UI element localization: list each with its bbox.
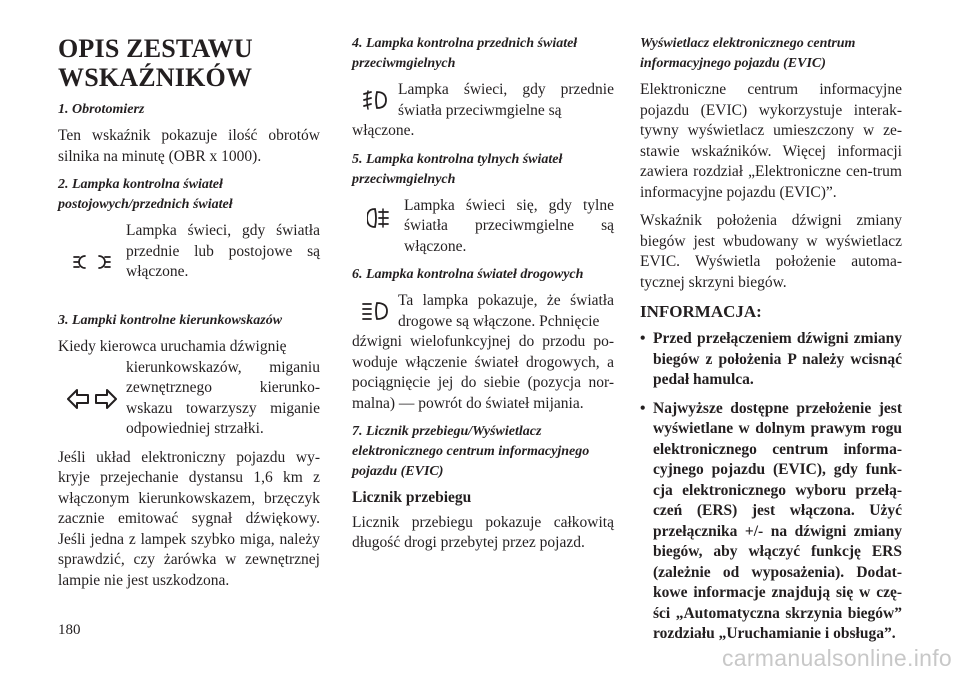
info-bullet-item: • Przed przełączeniem dźwigni zmiany biegów z położenia P należy wcisnąć pedał hamulca. (640, 329, 902, 391)
section-6-icon-block (352, 291, 614, 332)
section-4-text-first: Lampka świeci, gdy przednie światła przeciwmgielne są (398, 81, 614, 119)
column-right (640, 34, 902, 653)
front-fog-light-icon (352, 80, 398, 120)
section-3-text-lead: Kiedy kierowca uruchamia dźwignię (58, 338, 287, 355)
section-3-icon-block (58, 358, 320, 440)
section-7-subheading: Licznik przebiegu (352, 489, 472, 506)
page-title-line1: OPIS ZESTAWU (58, 34, 253, 63)
section-1-heading: 1. Obrotomierz (58, 102, 145, 117)
section-5-text: Lampka świeci się, gdy tylne światła przeciwmgielne są włączone. (404, 196, 614, 255)
section-6-text-first: Ta lampka pokazuje, że światła drogowe są włączone. Pchnięcie (398, 292, 614, 330)
watermark: carmanualsonline.info (721, 645, 952, 671)
section-5-heading: 5. Lampka kontrolna tylnych świateł przeciwmgielnych (352, 151, 563, 187)
page-number: 180 (58, 622, 81, 638)
section-7-heading: 7. Licznik przebiegu/Wyświetlacz elektronicznego centrum informacyjnego pojazdu (EVIC) (352, 424, 590, 479)
rear-fog-light-icon (352, 196, 404, 240)
section-4-heading: 4. Lampka kontrolna przednich świateł przeciwmgielnych (352, 36, 578, 71)
info-title: INFORMACJA: (640, 302, 762, 321)
parking-lights-icon (58, 221, 126, 303)
section-3-text-wrap: kierunkowskazów, miganiu zewnętrznego kierunko-wskazu towarzyszy miganie odpowiedniej strzałki. (126, 358, 320, 437)
section-4-text-rest: włączone. (352, 122, 415, 139)
turn-signal-arrows-icon (58, 358, 126, 440)
column-middle (352, 34, 614, 562)
section-2-text: Lampka świeci, gdy światła przednie lub postojowe są włączone. (126, 222, 320, 280)
section-6-heading: 6. Lampka kontrolna świateł drogowych (352, 267, 584, 282)
page-title (58, 34, 320, 92)
info-bullet-item: • Najwyższe dostępne przełożenie jest wyświetlane w dolnym prawym rogu elektronicznego centrum informa-cyjnego pojazdu (EVIC), gdy funk-cja elektronicznego wyboru przełą-czeń (ERS) jest włączona. Użyć przełącznika +/- na dźwigni zmiany biegów, aby włączyć funkcję ERS (zależnie od wyposażenia). Dodat-kowe informacje znajdują się w czę-ści „Automatyczna skrzynia biegów” rozdziału „Uruchamianie i obsługa”. (640, 399, 902, 645)
column-left (58, 34, 320, 599)
evic-text-1: Elektroniczne centrum informacyjne pojazdu (EVIC) wykorzystuje interak-tywny wyświetlacz umieszczony w ze-stawie wskaźników. Więcej informacji zawiera rozdział „Elektroniczne cen-trum informacyjne pojazdu (EVIC)”. (640, 81, 902, 201)
high-beam-icon (352, 291, 398, 331)
section-2-heading: 2. Lampka kontrolna świateł postojowych/przednich świateł (58, 177, 233, 212)
section-2-icon-block (58, 221, 320, 303)
evic-text-2: Wskaźnik położenia dźwigni zmiany biegów jest wbudowany w wyświetlacz EVIC. Wyświetla położenie automa-tycznej skrzyni biegów. (640, 212, 902, 291)
section-4-icon-block (352, 80, 614, 121)
section-6-text-rest: dźwigni wielofunkcyjnej do przodu po-woduje włączenie świateł drogowych, a pociągnięcie jej do siebie (pozycja nor-malna) — powrót do świateł mijania. (352, 333, 614, 412)
section-3-text-2: Jeśli układ elektroniczny pojazdu wy-kryje przejechanie dystansu 1,6 km z włączonym kierunkowskazem, brzęczyk zacznie emitować sygnał dźwiękowy. Jeśli jedna z lampek szybko miga, należy sprawdzić, czy żarówka w zewnętrznej lampie nie jest uszkodzona. (58, 448, 320, 589)
info-bullet-list (640, 329, 902, 645)
evic-heading: Wyświetlacz elektronicznego centrum informacyjnego pojazdu (EVIC) (640, 36, 856, 71)
section-7-text: Licznik przebiegu pokazuje całkowitą długość drogi przebytej przez pojazd. (352, 513, 614, 551)
page-title-line2: WSKAŹNIKÓW (58, 63, 253, 92)
section-3-heading: 3. Lampki kontrolne kierunkowskazów (58, 313, 283, 328)
section-5-icon-block (352, 196, 614, 258)
section-1-text: Ten wskaźnik pokazuje ilość obrotów silnika na minutę (OBR x 1000). (58, 127, 320, 165)
